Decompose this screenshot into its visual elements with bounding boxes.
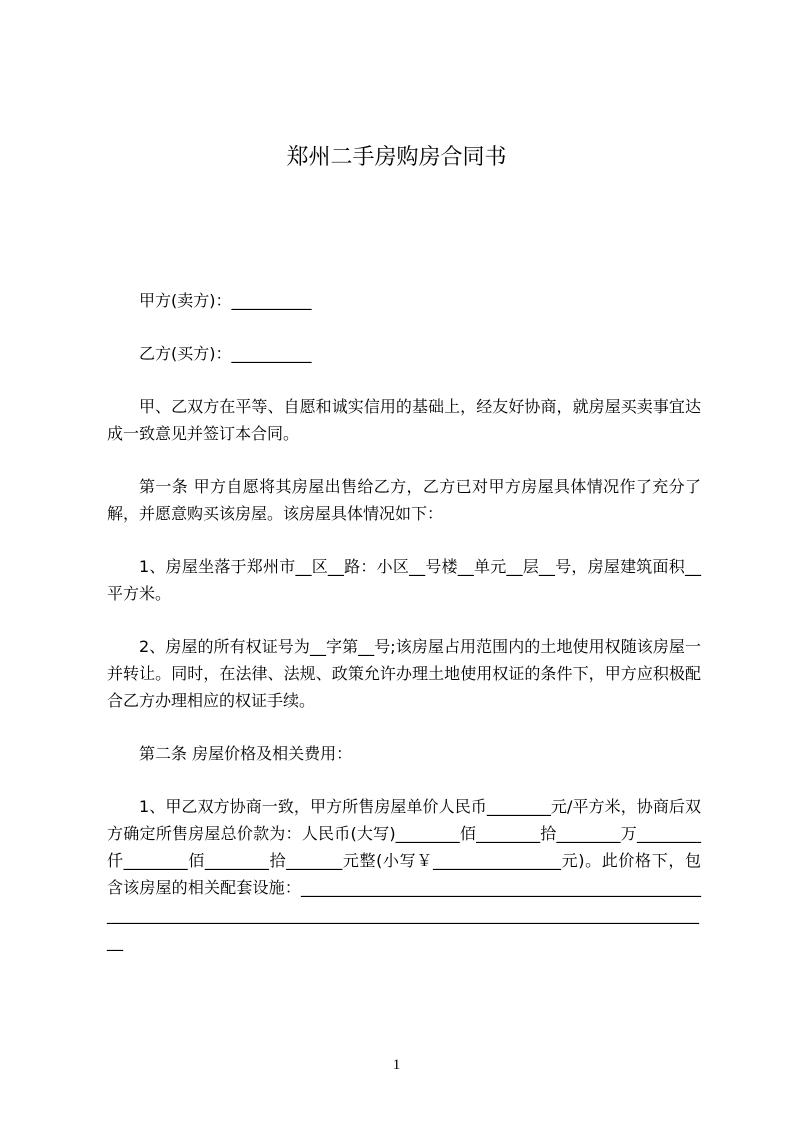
- document-title: 郑州二手房购房合同书: [286, 145, 507, 170]
- party-b-line: 乙方(买方)：__________: [139, 344, 312, 363]
- page-number: 1: [392, 1057, 401, 1073]
- article-2-heading: 第二条 房屋价格及相关费用：: [139, 744, 353, 763]
- article-1-intro: 第一条 甲方自愿将其房屋出售给乙方，乙方已对甲方房屋具体情况作了充分了解，并愿意购买该房屋。该房屋具体情况如下：: [107, 477, 701, 523]
- party-a-line: 甲方(卖方)：__________: [139, 291, 312, 310]
- preamble-paragraph: 甲、乙双方在平等、自愿和诚实信用的基础上，经友好协商，就房屋买卖事宜达成一致意见并签订本合同。: [107, 397, 701, 443]
- article-1-item-2: 2、房屋的所有权证号为__字第__号;该房屋占用范围内的土地使用权随该房屋一并转让。同时，在法律、法规、政策允许办理土地使用权证的条件下，甲方应积极配合乙方办理相应的权证手续。: [107, 637, 701, 710]
- article-1-item-1: 1、房屋坐落于郑州市__区__路：小区__号楼__单元__层__号，房屋建筑面积__平方米。: [107, 557, 701, 603]
- contract-body: [107, 287, 701, 981]
- article-2-item-1: 1、甲乙双方协商一致，甲方所售房屋单价人民币________元/平方米，协商后双方确定所售房屋总价款为：人民币(大写)________佰________拾________万________仟________佰________拾_______元整(小写￥________________元)。此价格下，包含该房屋的相关配套设施：______________________________________________________________________________________________________________________________: [107, 797, 701, 951]
